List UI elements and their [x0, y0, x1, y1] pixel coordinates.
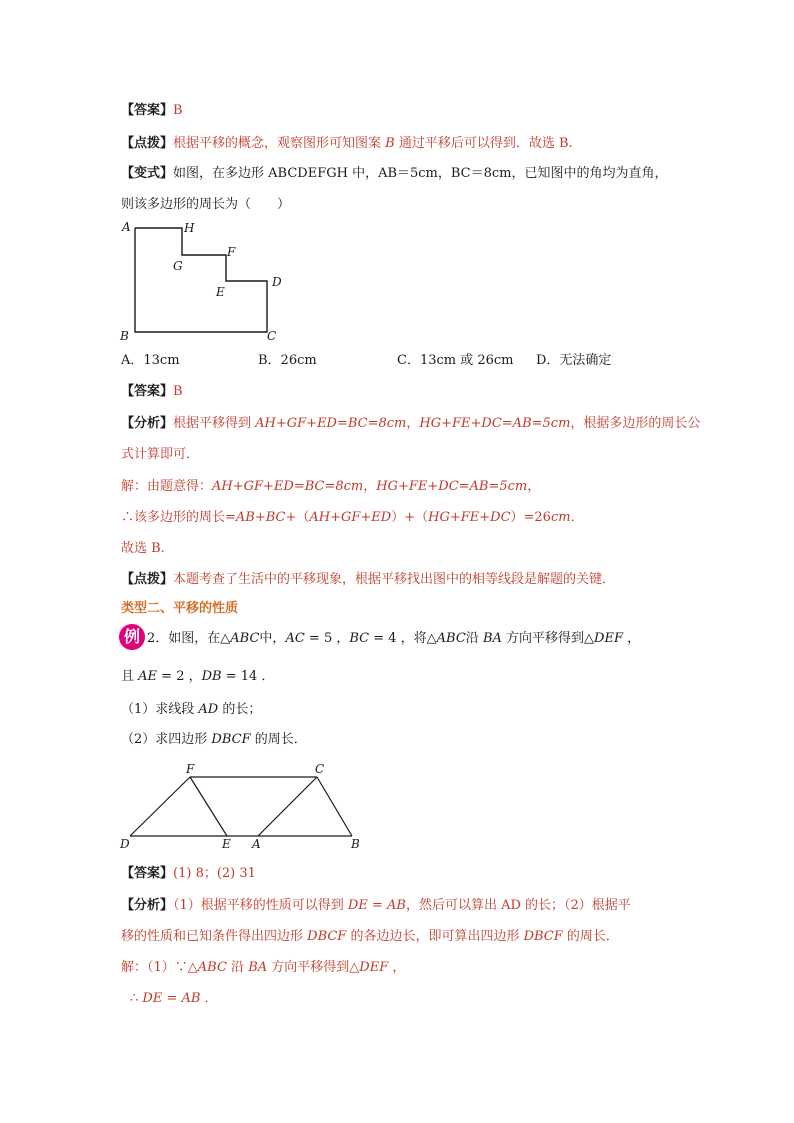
therefore-text: ． [200, 991, 218, 1006]
hint-tag: 【点拨】 [121, 136, 174, 151]
therefore-text: ）+（ [391, 510, 429, 525]
analysis-text: 的周长． [562, 929, 619, 944]
answer-tag: 【答案】 [121, 103, 174, 118]
label-A: A [122, 220, 131, 234]
answer-value: B [173, 384, 183, 399]
answer-value: (1) 8；(2) 31 [173, 866, 256, 881]
example-text: 2．如图，在 [147, 631, 221, 646]
triangle-figure [116, 760, 376, 855]
analysis-formula: DBCF [523, 929, 563, 944]
therefore-line-1 [121, 508, 584, 528]
example-text: = 5 ， [304, 631, 350, 646]
analysis-tag: 【分析】 [121, 416, 174, 431]
analysis-text: 根据平移得到 [173, 416, 256, 431]
label-D: D [120, 837, 130, 851]
therefore-text: （ [296, 510, 310, 525]
answer-line-2 [121, 382, 183, 402]
therefore-text: ）=26 [510, 510, 551, 525]
therefore-formula: DE = AB [142, 991, 201, 1006]
label-E: E [216, 285, 225, 299]
option-c: C．13cm 或 26cm [397, 353, 514, 368]
example-text: = 2 ， [157, 669, 202, 684]
label-F: F [186, 762, 195, 776]
analysis-text: 的各边边长，即可算出四边形 [346, 929, 524, 944]
analysis-formula: DBCF [307, 929, 347, 944]
hint-rest: 通过平移后可以得到．故选 B. [394, 136, 573, 151]
example-formula: AE [138, 669, 158, 684]
example-formula: △ABC [426, 631, 466, 646]
hint-tag: 【点拨】 [121, 572, 174, 587]
option-b: B．26cm [258, 353, 317, 368]
analysis-text: 移的性质和已知条件得出四边形 [121, 929, 308, 944]
question-formula: DBCF [211, 732, 251, 747]
example-formula: DB [201, 669, 222, 684]
analysis-line-2 [121, 445, 199, 465]
example-text: 且 [121, 669, 139, 684]
answer-tag: 【答案】 [121, 384, 174, 399]
solution-text: 解：由题意得： [121, 479, 213, 494]
variant-line-2 [121, 195, 290, 215]
label-C: C [267, 329, 277, 343]
analysis-text: ，然后可以算出 AD 的长；（2）根据平 [405, 898, 631, 913]
polygon-outline [135, 228, 267, 332]
analysis-text: ，根据多边形的周长公 [570, 416, 701, 431]
hint-line-1 [121, 134, 573, 154]
example-line-1 [147, 629, 640, 649]
analysis-text: 式计算即可． [121, 447, 200, 462]
therefore-formula: AH+GF+ED [309, 510, 392, 525]
question-text: （2）求四边形 [121, 732, 212, 747]
therefore-text: ∴ [130, 991, 143, 1006]
example-formula: △ABC [220, 631, 260, 646]
question-1 [121, 700, 261, 720]
example-formula: BC [349, 631, 370, 646]
therefore-line-2 [130, 989, 218, 1009]
solution-text: 方向平移得到 [267, 960, 350, 975]
solution-line-1 [121, 477, 540, 497]
therefore-text: ∴该多边形的周长= [121, 510, 236, 525]
example-text: 中， [259, 631, 286, 646]
example-text: ， [622, 631, 641, 646]
solution-formula: BA [248, 960, 268, 975]
question-text: 的周长． [250, 732, 307, 747]
analysis-formula: HG+FE+DC=AB=5cm [419, 416, 571, 431]
analysis-tag: 【分析】 [121, 898, 174, 913]
example-text: = 14 ． [221, 669, 275, 684]
example-text: 沿 [465, 631, 483, 646]
answer-line-1 [121, 101, 183, 121]
example-text: 方向平移得到 [501, 631, 585, 646]
solution-formula: AH+GF+ED=BC=8cm [212, 479, 364, 494]
solution-text: 解：（1）∵ [121, 960, 188, 975]
option-a: A．13cm [121, 353, 180, 368]
example-badge: 例 [119, 624, 145, 650]
label-E: E [222, 837, 231, 851]
question-text: （1）求线段 [121, 702, 199, 717]
therefore-formula: AB+BC+ [235, 510, 297, 525]
answer-line-3 [121, 864, 256, 884]
label-H: H [184, 221, 195, 235]
segment-CB [317, 777, 352, 836]
hint-italic: B [385, 136, 395, 151]
example-line-2 [121, 667, 274, 687]
answer-tag: 【答案】 [121, 866, 174, 881]
solution-text: ， [527, 479, 541, 494]
label-G: G [173, 259, 183, 273]
segment-DF [130, 777, 190, 836]
answer-value: B [173, 103, 183, 118]
example-text: = 4 ，将 [369, 631, 427, 646]
solution-text: 沿 [226, 960, 249, 975]
variant-tag: 【变式】 [121, 166, 174, 181]
label-B: B [351, 837, 360, 851]
example-formula: AC [285, 631, 305, 646]
variant-line-1 [121, 164, 668, 184]
section-heading: 类型二、平移的性质 [121, 601, 239, 616]
variant-text-1: 如图，在多边形 ABCDEFGH 中，AB＝5cm，BC＝8cm，已知图中的角均为直角， [173, 166, 668, 181]
analysis-formula: DE = AB [347, 898, 406, 913]
analysis-line-3 [121, 896, 631, 916]
analysis-formula: AH+GF+ED=BC=8cm [255, 416, 407, 431]
question-formula: AD [198, 702, 219, 717]
segment-FE [190, 777, 227, 836]
hint-text: 根据平移的概念，观察图形可知图案 [173, 136, 386, 151]
polygon-figure [116, 218, 296, 346]
segment-AC [258, 777, 317, 836]
label-B: B [120, 329, 129, 343]
label-C: C [315, 762, 325, 776]
solution-text: ， [388, 960, 406, 975]
therefore-text: ． [570, 510, 584, 525]
analysis-text: ， [406, 416, 420, 431]
solution-line-2 [121, 958, 405, 978]
therefore-formula: cm [550, 510, 571, 525]
solution-text: ， [363, 479, 377, 494]
label-F: F [227, 245, 236, 259]
solution-formula: △ABC [187, 960, 227, 975]
question-text: 的长； [218, 702, 262, 717]
hint-text: 本题考查了生活中的平移现象，根据平移找出图中的相等线段是解题的关键． [173, 572, 616, 587]
label-A: A [252, 837, 261, 851]
example-formula: BA [482, 631, 502, 646]
therefore-formula: HG+FE+DC [428, 510, 511, 525]
analysis-line-1 [121, 414, 700, 434]
analysis-text: （1）根据平移的性质可以得到 [173, 898, 348, 913]
label-D: D [272, 275, 282, 289]
choose-line: 故选 B． [121, 541, 174, 556]
variant-text-2: 则该多边形的周长为（ ） [121, 197, 291, 212]
option-d: D．无法确定 [536, 353, 612, 368]
hint-line-2 [121, 570, 615, 590]
question-2 [121, 730, 307, 750]
solution-formula: △DEF [349, 960, 389, 975]
example-formula: △DEF [584, 631, 623, 646]
analysis-line-4 [121, 927, 619, 947]
solution-formula: HG+FE+DC=AB=5cm [376, 479, 528, 494]
